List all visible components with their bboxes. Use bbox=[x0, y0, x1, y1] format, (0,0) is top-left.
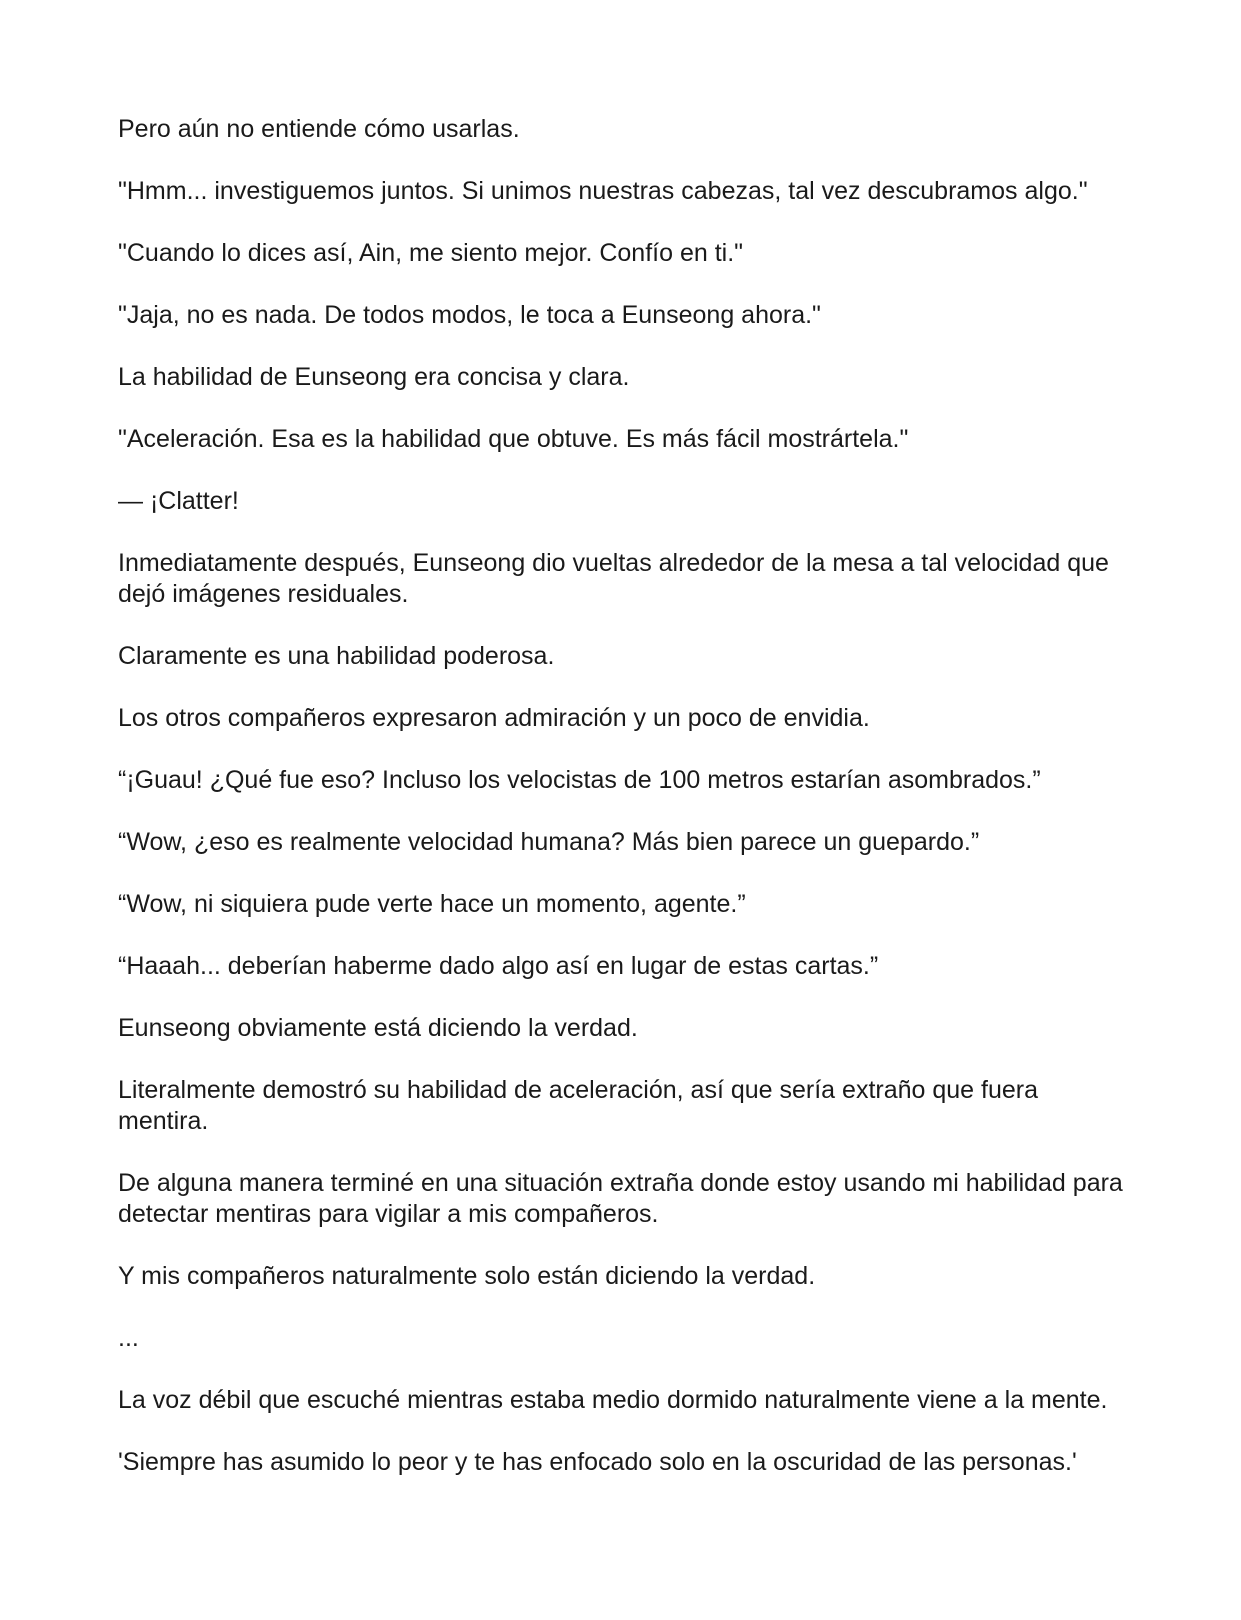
paragraph: Y mis compañeros naturalmente solo están diciendo la verdad. bbox=[118, 1262, 816, 1290]
paragraph: “Haaah... deberían haberme dado algo así en lugar de estas cartas.” bbox=[118, 952, 879, 980]
paragraph: Literalmente demostró su habilidad de aceleración, así que sería extraño que fuera mentira. bbox=[118, 1076, 1045, 1135]
paragraph: “Wow, ¿eso es realmente velocidad humana? Más bien parece un guepardo.” bbox=[118, 828, 980, 856]
paragraph: "Jaja, no es nada. De todos modos, le toca a Eunseong ahora." bbox=[118, 301, 821, 329]
paragraph: Pero aún no entiende cómo usarlas. bbox=[118, 115, 520, 143]
paragraph: “Wow, ni siquiera pude verte hace un momento, agente.” bbox=[118, 890, 746, 918]
paragraph: Eunseong obviamente está diciendo la verdad. bbox=[118, 1014, 638, 1042]
paragraph: “¡Guau! ¿Qué fue eso? Incluso los velocistas de 100 metros estarían asombrados.” bbox=[118, 766, 1041, 794]
paragraph: "Aceleración. Esa es la habilidad que obtuve. Es más fácil mostrártela." bbox=[118, 425, 909, 453]
paragraph: Inmediatamente después, Eunseong dio vueltas alrededor de la mesa a tal velocidad que dejó imágenes residuales. bbox=[118, 549, 1116, 608]
paragraph: Los otros compañeros expresaron admiración y un poco de envidia. bbox=[118, 704, 870, 732]
paragraph: La habilidad de Eunseong era concisa y clara. bbox=[118, 363, 630, 391]
paragraph: — ¡Clatter! bbox=[118, 487, 239, 515]
paragraph: "Cuando lo dices así, Ain, me siento mejor. Confío en ti." bbox=[118, 239, 744, 267]
document-body bbox=[118, 114, 1128, 1478]
paragraph: ... bbox=[118, 1324, 139, 1352]
paragraph: La voz débil que escuché mientras estaba medio dormido naturalmente viene a la mente. bbox=[118, 1386, 1108, 1414]
paragraph: 'Siempre has asumido lo peor y te has enfocado solo en la oscuridad de las personas.' bbox=[118, 1448, 1077, 1476]
paragraph: De alguna manera terminé en una situación extraña donde estoy usando mi habilidad para detectar mentiras para vigilar a mis compañeros. bbox=[118, 1169, 1130, 1228]
paragraph: Claramente es una habilidad poderosa. bbox=[118, 642, 555, 670]
paragraph: "Hmm... investiguemos juntos. Si unimos nuestras cabezas, tal vez descubramos algo." bbox=[118, 177, 1088, 205]
